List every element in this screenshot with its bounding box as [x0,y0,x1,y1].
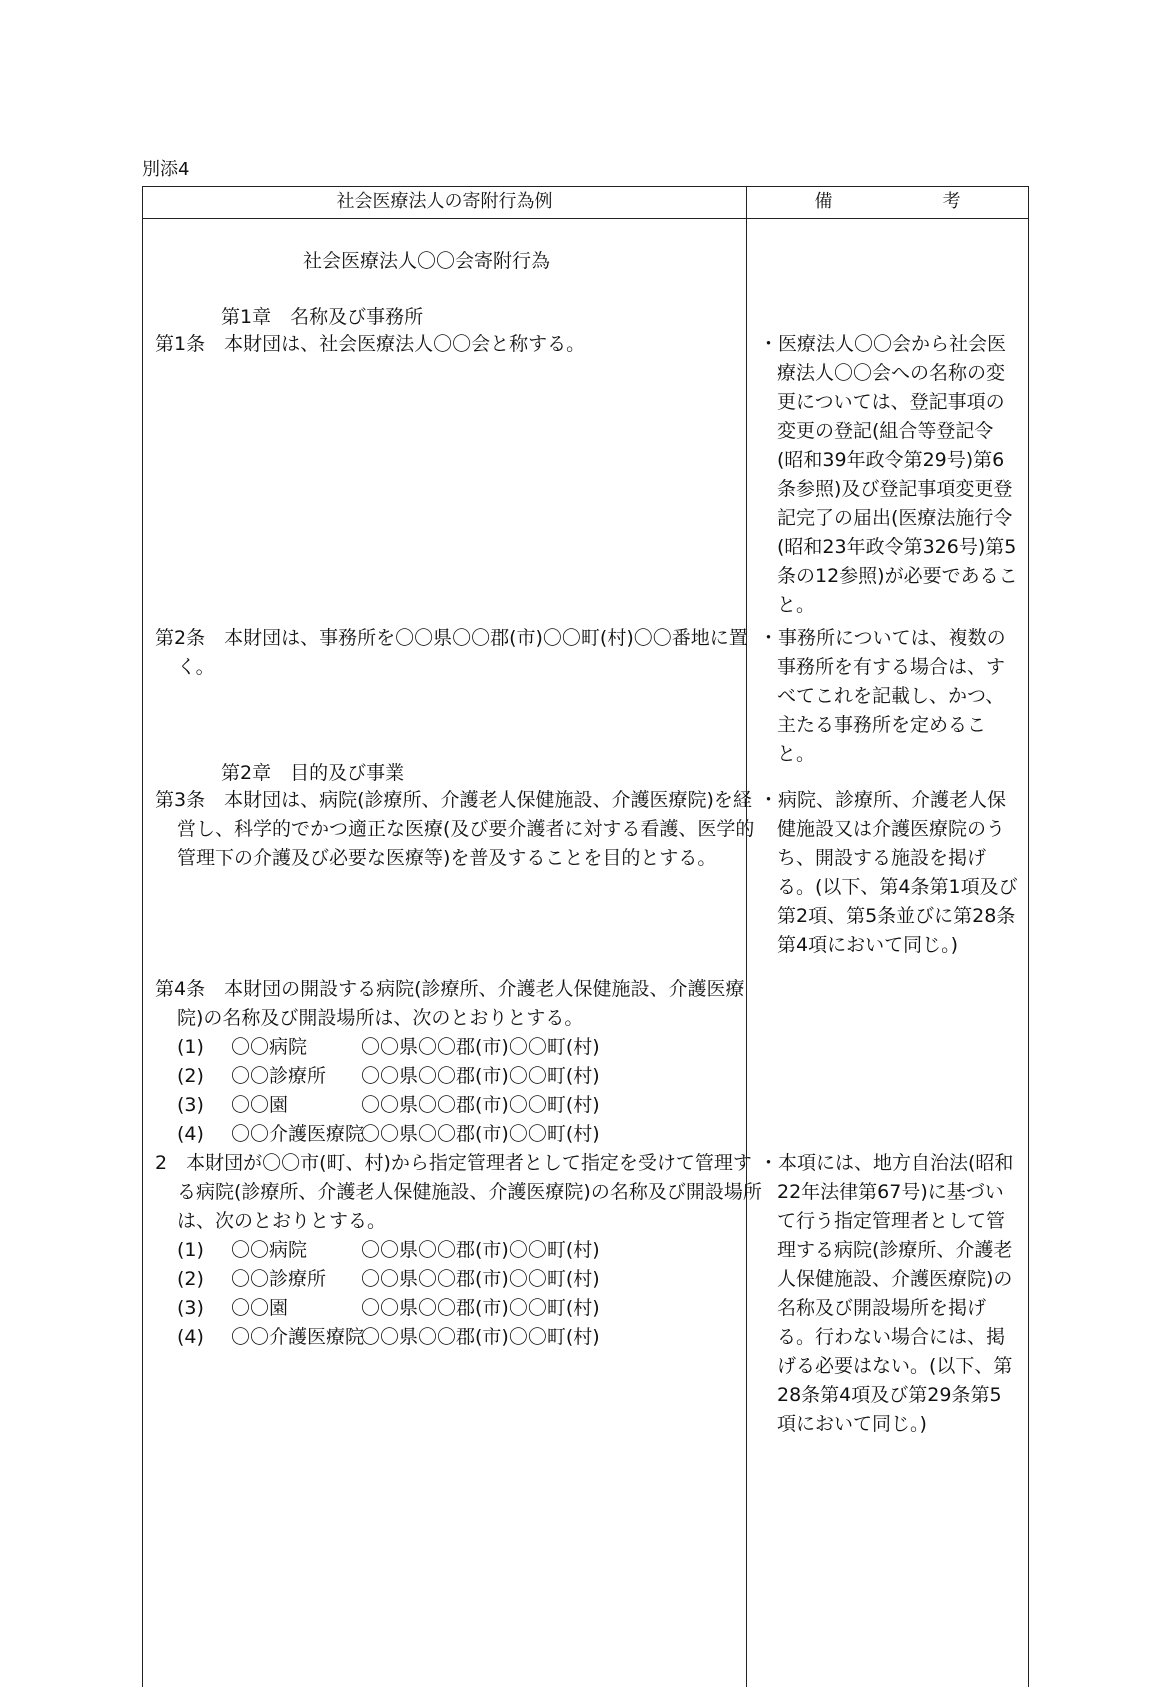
list-item: (1) 〇〇病院 〇〇県〇〇郡(市)〇〇町(村) [177,1036,600,1058]
article-3: 第3条 本財団は、病院(診療所、介護老人保健施設、介護医療院)を経営し、科学的でかつ適正な医療(及び要介護者に対する看護、医学的管理下の介護及び必要な医療等)を普及することを目的とする。 [155,789,755,869]
article-4-paragraph-2: 2 本財団が〇〇市(町、村)から指定管理者として指定を受けて管理する病院(診療所、介護老人保健施設、介護医療院)の名称及び開設場所は、次のとおりとする。 [155,1152,762,1232]
list-item: (4) 〇〇介護医療院〇〇県〇〇郡(市)〇〇町(村) [177,1123,600,1145]
list-item: (2) 〇〇診療所 〇〇県〇〇郡(市)〇〇町(村) [177,1065,600,1087]
list-item: (3) 〇〇園 〇〇県〇〇郡(市)〇〇町(村) [177,1094,600,1116]
document-title: 社会医療法人〇〇会寄附行為 [303,250,551,272]
list-item: (3) 〇〇園 〇〇県〇〇郡(市)〇〇町(村) [177,1297,600,1319]
article-2: 第2条 本財団は、事務所を〇〇県〇〇郡(市)〇〇町(村)〇〇番地に置く。 [155,627,748,678]
header-divider [143,218,1028,219]
header-remarks-char1: 備 [814,191,833,212]
remark-office: ・事務所については、複数の事務所を有する場合は、すべてこれを記載し、かつ、主たる事務所を定めること。 [759,627,1006,765]
header-remarks-char2: 考 [942,191,961,212]
document-table [142,186,1029,1687]
article-4: 第4条 本財団の開設する病院(診療所、介護老人保健施設、介護医療院)の名称及び開設場所は、次のとおりとする。 [155,978,745,1029]
header-bylaws-example: 社会医療法人の寄附行為例 [336,191,553,212]
chapter-1-heading: 第1章 名称及び事務所 [221,306,424,328]
list-item: (2) 〇〇診療所 〇〇県〇〇郡(市)〇〇町(村) [177,1268,600,1290]
remark-name-change: ・医療法人〇〇会から社会医療法人〇〇会への名称の変更については、登記事項の変更の登記(組合等登記令(昭和39年政令第29号)第6条参照)及び登記事項変更登記完了の届出(医療法施行令(昭和23年政令第326号)第5条の12参照)が必要であること。 [759,333,1018,616]
remark-designated-manager: ・本項には、地方自治法(昭和22年法律第67号)に基づいて行う指定管理者として管理する病院(診療所、介護老人保健施設、介護医療院)の名称及び開設場所を掲げる。行わない場合には、掲げる必要はない。(以下、第28条第4項及び第29条第5項において同じ。) [759,1152,1014,1435]
list-item: (1) 〇〇病院 〇〇県〇〇郡(市)〇〇町(村) [177,1239,600,1261]
attachment-label: 別添4 [142,159,190,180]
list-item: (4) 〇〇介護医療院〇〇県〇〇郡(市)〇〇町(村) [177,1326,600,1348]
chapter-2-heading: 第2章 目的及び事業 [221,762,405,784]
column-divider [746,187,747,1687]
header-remarks [747,190,1028,214]
remark-facilities: ・病院、診療所、介護老人保健施設又は介護医療院のうち、開設する施設を掲げる。(以下、第4条第1項及び第2項、第5条並びに第28条第4項において同じ。) [759,789,1018,956]
article-1: 第1条 本財団は、社会医療法人〇〇会と称する。 [155,333,586,355]
